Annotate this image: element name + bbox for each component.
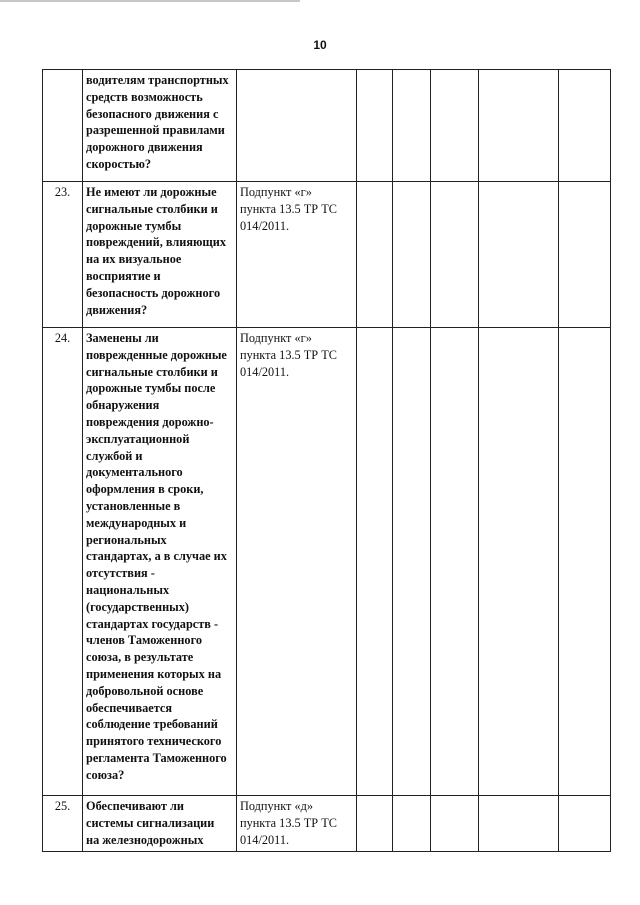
empty-cell (559, 328, 611, 796)
empty-cell (479, 182, 559, 328)
question-cell: Не имеют ли дорожные сигнальные столбики и дорожные тумбы повреждений, влияющих на их визуальное восприятие и безопасность дорожного движения? (83, 182, 237, 328)
reference-cell: Подпункт «г» пункта 13.5 ТР ТС 014/2011. (237, 328, 357, 796)
empty-cell (479, 70, 559, 182)
empty-cell (431, 328, 479, 796)
question-cell: водителям транспортных средств возможность безопасного движения с разрешенной правилами дорожного движения скоростью? (83, 70, 237, 182)
empty-cell (357, 182, 393, 328)
table-row (43, 70, 611, 182)
empty-cell (479, 796, 559, 852)
table-row (43, 796, 611, 852)
empty-cell (559, 182, 611, 328)
empty-cell (393, 182, 431, 328)
table-row (43, 182, 611, 328)
scan-top-edge-line (0, 0, 300, 2)
row-number-cell (43, 70, 83, 182)
row-number-cell: 25. (43, 796, 83, 852)
empty-cell (431, 182, 479, 328)
table-row (43, 328, 611, 796)
empty-cell (393, 328, 431, 796)
empty-cell (479, 328, 559, 796)
checklist-table (42, 69, 611, 852)
row-number-cell: 23. (43, 182, 83, 328)
reference-cell: Подпункт «г» пункта 13.5 ТР ТС 014/2011. (237, 182, 357, 328)
question-cell: Обеспечивают ли системы сигнализации на железнодорожных (83, 796, 237, 852)
question-cell: Заменены ли поврежденные дорожные сигнальные столбики и дорожные тумбы после обнаружения повреждения дорожно- эксплуатационной службой и документального оформления в сроки, установленные в международных и региональных стандартах, а в случае их отсутствия - национальных (государственных) стандартах государств - членов Таможенного союза, в результате применения которых на добровольной основе обеспечивается соблюдение требований принятого технического регламента Таможенного союза? (83, 328, 237, 796)
empty-cell (431, 796, 479, 852)
empty-cell (357, 796, 393, 852)
empty-cell (357, 70, 393, 182)
empty-cell (393, 70, 431, 182)
empty-cell (357, 328, 393, 796)
page-number: 10 (313, 38, 327, 52)
empty-cell (393, 796, 431, 852)
empty-cell (559, 796, 611, 852)
row-number-cell: 24. (43, 328, 83, 796)
empty-cell (431, 70, 479, 182)
reference-cell: Подпункт «д» пункта 13.5 ТР ТС 014/2011. (237, 796, 357, 852)
reference-cell (237, 70, 357, 182)
empty-cell (559, 70, 611, 182)
